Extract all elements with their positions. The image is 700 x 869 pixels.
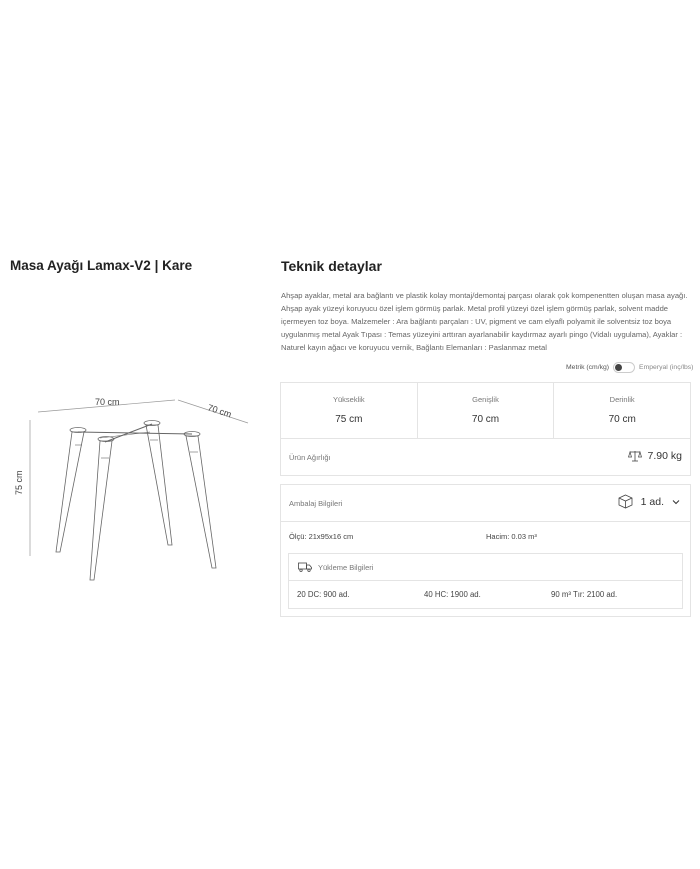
weight-value-group — [628, 450, 682, 462]
product-description: Ahşap ayaklar, metal ara bağlantı ve plastik kolay montaj/demontaj parçası olarak çok kompenentten oluşan masa ayağı. Ahşap ayak yüzeyi koruyucu özel işlem görmüş parlak. Metal profil yüzeyi özel işlem görmüş parlak, solvent madde içermeyen toz boya. Malzemeler : Ara bağlantı parçaları : UV, pigment ve cam elyaflı polyamit ile solventsiz toz boya uygulanmış metal Ayak Tıpası : Temas yüzeyini arttıran ayarlanabilir kaydırmaz ayarlı pingo (Vidalı uygulama), Ayaklar : Naturel kayın ağacı ve koruyucu vernik, Bağlantı Elemanları : Paslanmaz metal — [281, 291, 688, 353]
packaging-header[interactable] — [281, 485, 690, 522]
unit-metric-label: Metrik (cm/kg) — [566, 364, 610, 371]
dimensions-table — [280, 382, 691, 439]
unit-imperial-label: Emperyal (inç/lbs) — [639, 364, 694, 371]
packaging-quantity-group[interactable] — [618, 494, 680, 509]
loading-title: Yükleme Bilgileri — [318, 563, 374, 572]
packaging-volume: Hacim: 0.03 m³ — [486, 532, 537, 541]
dimension-label: Derinlik — [609, 395, 635, 404]
section-title: Teknik detaylar — [281, 258, 382, 274]
dimension-width — [418, 383, 555, 438]
packaging-size: Ölçü: 21x95x16 cm — [289, 532, 354, 541]
dimension-height — [281, 383, 418, 438]
product-title: Masa Ayağı Lamax-V2 | Kare — [10, 258, 193, 273]
dimension-label: Genişlik — [472, 395, 499, 404]
truck-icon — [298, 562, 312, 572]
table-leg-drawing — [0, 360, 270, 590]
dimension-value: 70 cm — [608, 414, 636, 425]
height-dimension-label: 75 cm — [14, 470, 24, 495]
weight-value: 7.90 kg — [647, 450, 682, 462]
loading-item-20dc: 20 DC: 900 ad. — [297, 590, 350, 599]
loading-header — [289, 554, 682, 581]
weight-row — [280, 438, 691, 476]
width-dimension-label: 70 cm — [95, 397, 120, 407]
loading-item-truck: 90 m³ Tır: 2100 ad. — [551, 590, 618, 599]
weight-label: Ürün Ağırlığı — [289, 453, 331, 462]
unit-toggle[interactable] — [566, 362, 693, 373]
dimension-label: Yükseklik — [332, 395, 365, 404]
loading-item-40hc: 40 HC: 1900 ad. — [424, 590, 481, 599]
box-icon — [618, 494, 633, 509]
dimension-depth — [554, 383, 690, 438]
depth-dimension-label: 70 cm — [206, 402, 233, 420]
unit-switch[interactable] — [613, 362, 635, 373]
chevron-down-icon[interactable] — [672, 499, 680, 505]
packaging-panel — [280, 484, 691, 617]
dimension-value: 70 cm — [471, 414, 500, 425]
scale-icon — [628, 450, 642, 462]
switch-knob — [615, 364, 622, 371]
loading-info — [288, 553, 683, 609]
packaging-quantity: 1 ad. — [640, 495, 664, 508]
dimension-value: 75 cm — [335, 414, 363, 425]
packaging-label: Ambalaj Bilgileri — [289, 499, 343, 508]
